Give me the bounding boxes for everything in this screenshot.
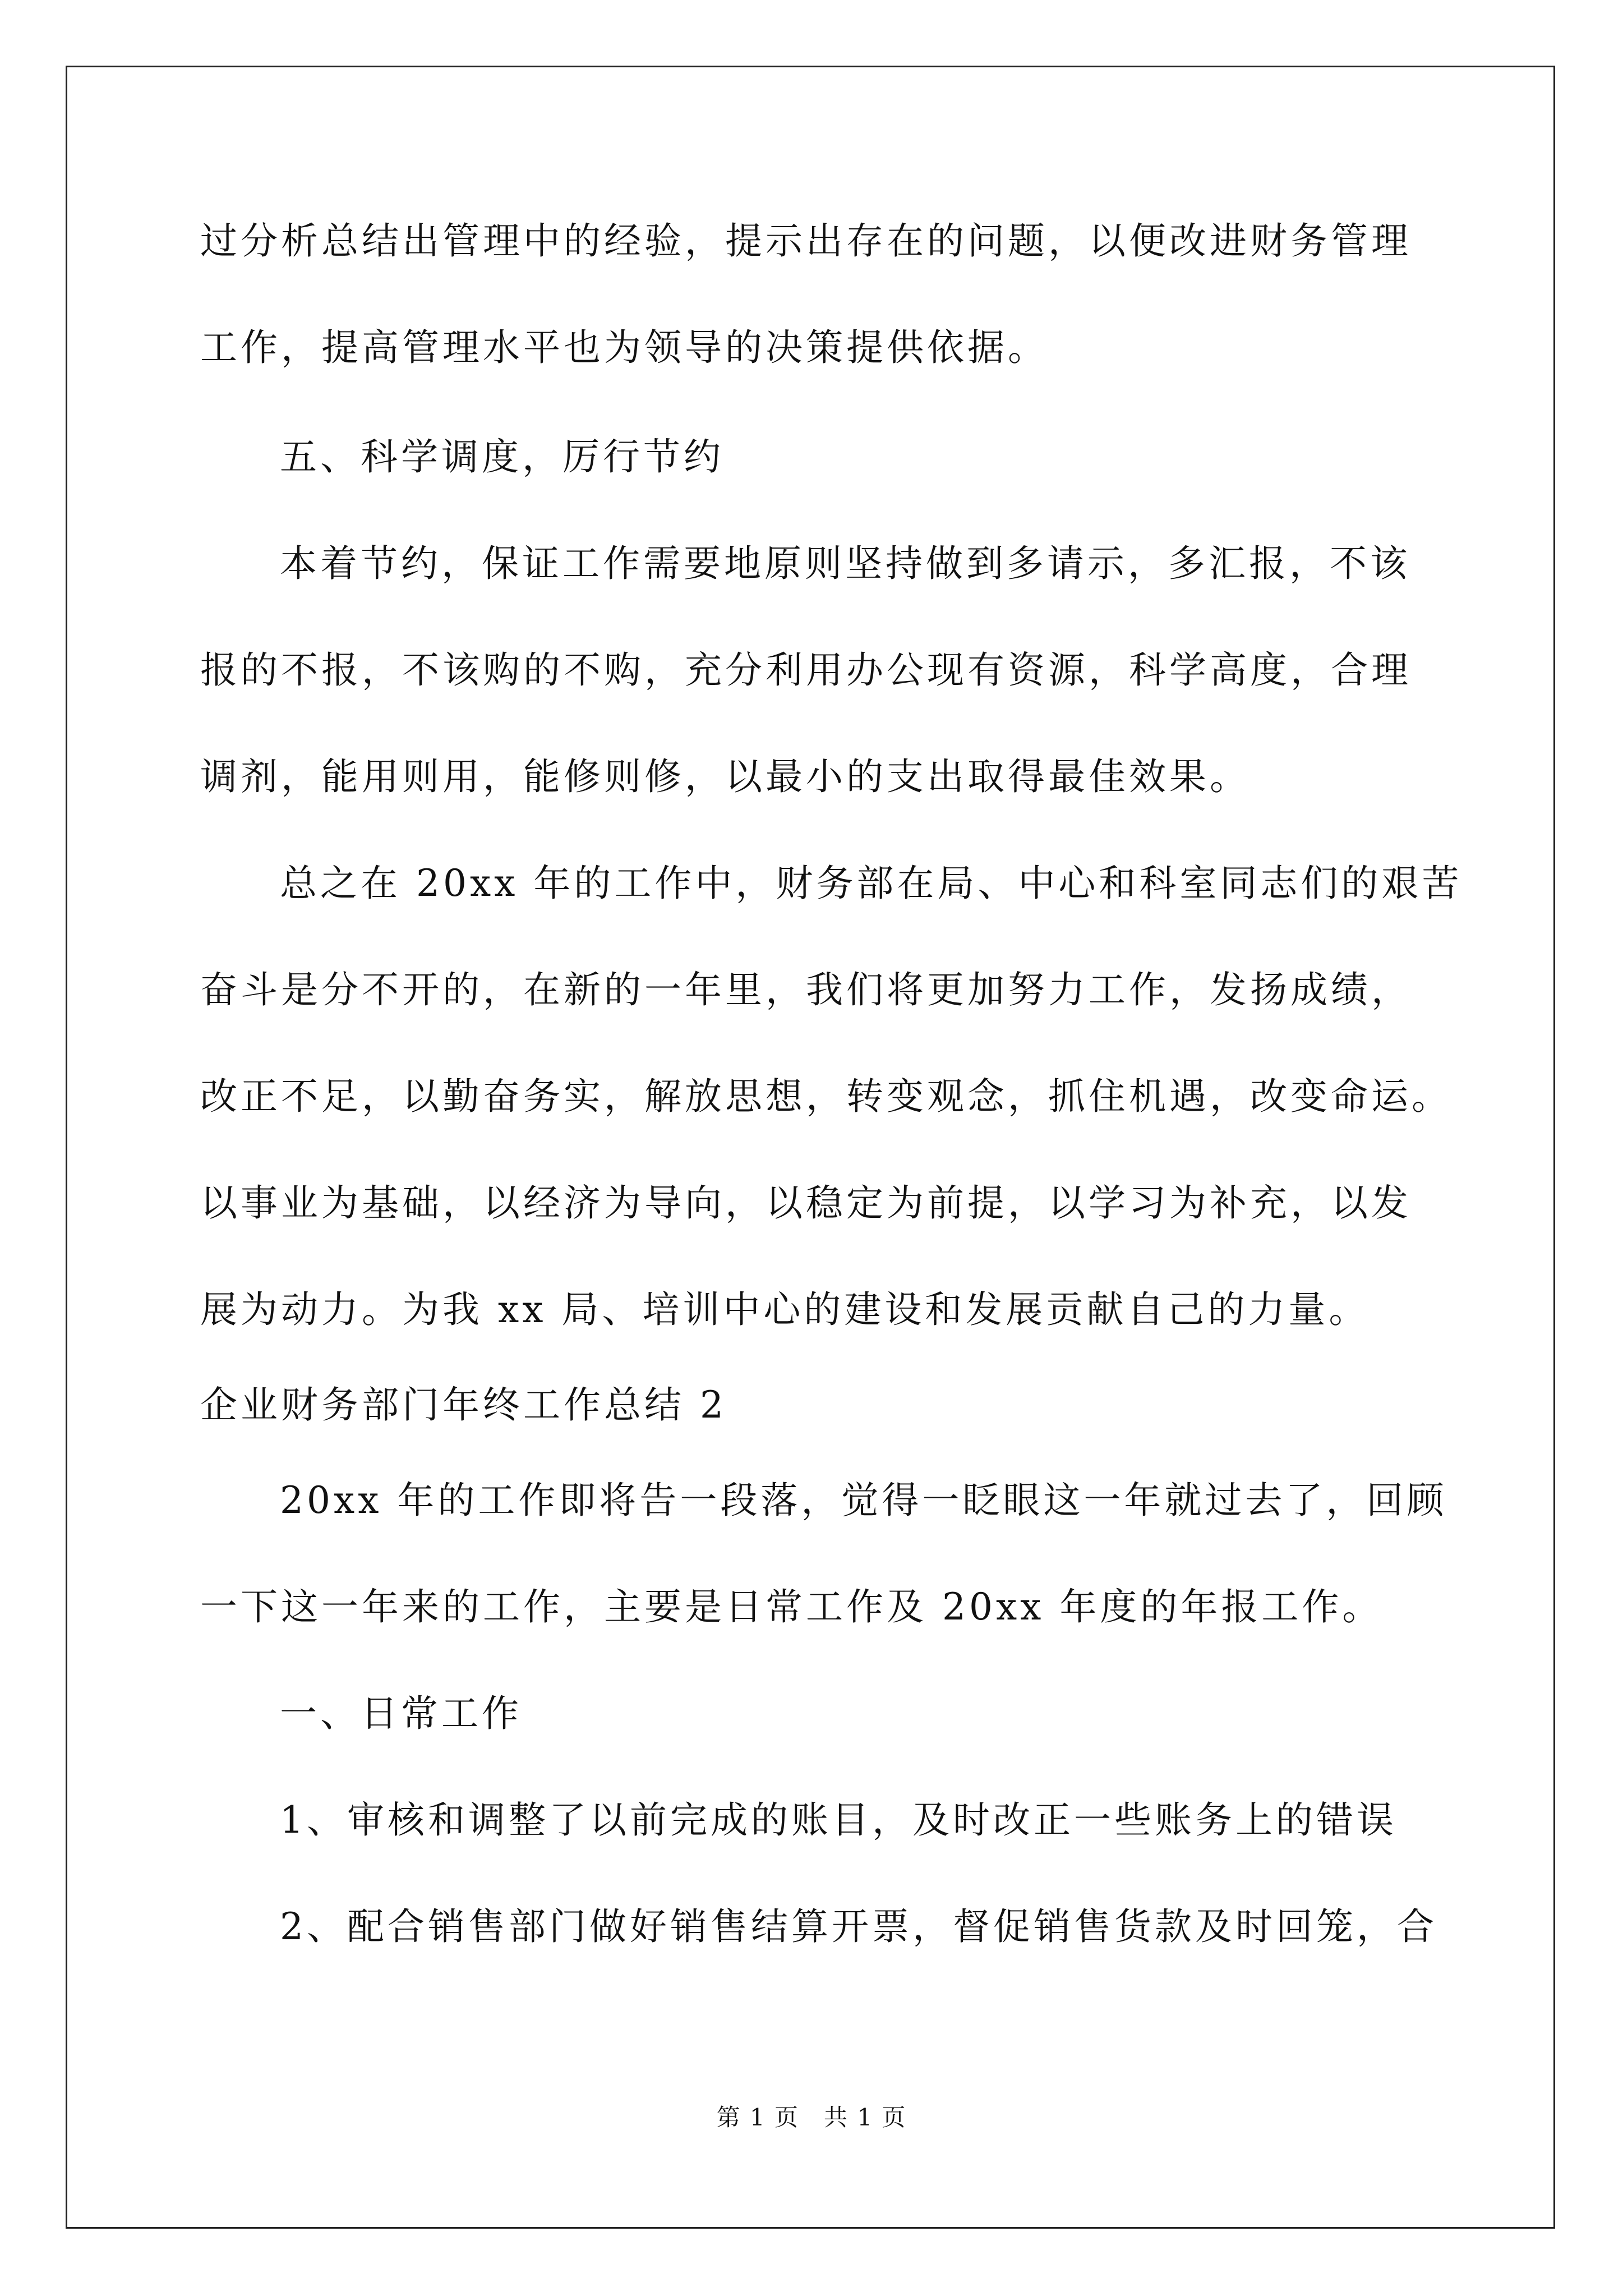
- list-item: 2、配合销售部门做好销售结算开票，督促销售货款及时回笼，合: [280, 1905, 1437, 1948]
- text-line: 本着节约，保证工作需要地原则坚持做到多请示，多汇报，不该: [280, 542, 1410, 585]
- text-line: 20xx 年的工作即将告一段落，觉得一眨眼这一年就过去了，回顾: [280, 1479, 1447, 1522]
- text-line: 工作，提高管理水平也为领导的决策提供依据。: [200, 326, 1048, 369]
- article-title: 企业财务部门年终工作总结 2: [200, 1383, 727, 1427]
- text-line: 改正不足，以勤奋务实，解放思想，转变观念，抓住机遇，改变命运。: [200, 1075, 1452, 1118]
- section-heading: 一、日常工作: [280, 1692, 522, 1735]
- page-footer: 第 1 页 共 1 页: [716, 2104, 907, 2131]
- text-line: 展为动力。为我 xx 局、培训中心的建设和发展贡献自己的力量。: [200, 1288, 1370, 1331]
- section-heading: 五、科学调度，厉行节约: [280, 435, 724, 478]
- text-line: 以事业为基础，以经济为导向，以稳定为前提，以学习为补充，以发: [200, 1181, 1412, 1225]
- text-line: 一下这一年来的工作，主要是日常工作及 20xx 年度的年报工作。: [200, 1585, 1383, 1628]
- list-item: 1、审核和调整了以前完成的账目，及时改正一些账务上的错误: [280, 1798, 1397, 1842]
- text-line: 报的不报，不该购的不购，充分利用办公现有资源，科学高度，合理: [200, 648, 1412, 692]
- text-line: 调剂，能用则用，能修则修，以最小的支出取得最佳效果。: [200, 755, 1250, 798]
- text-line: 总之在 20xx 年的工作中，财务部在局、中心和科室同志们的艰苦: [280, 862, 1463, 905]
- text-line: 奋斗是分不开的，在新的一年里，我们将更加努力工作，发扬成绩，: [200, 968, 1412, 1011]
- text-line: 过分析总结出管理中的经验，提示出存在的问题，以便改进财务管理: [200, 219, 1412, 263]
